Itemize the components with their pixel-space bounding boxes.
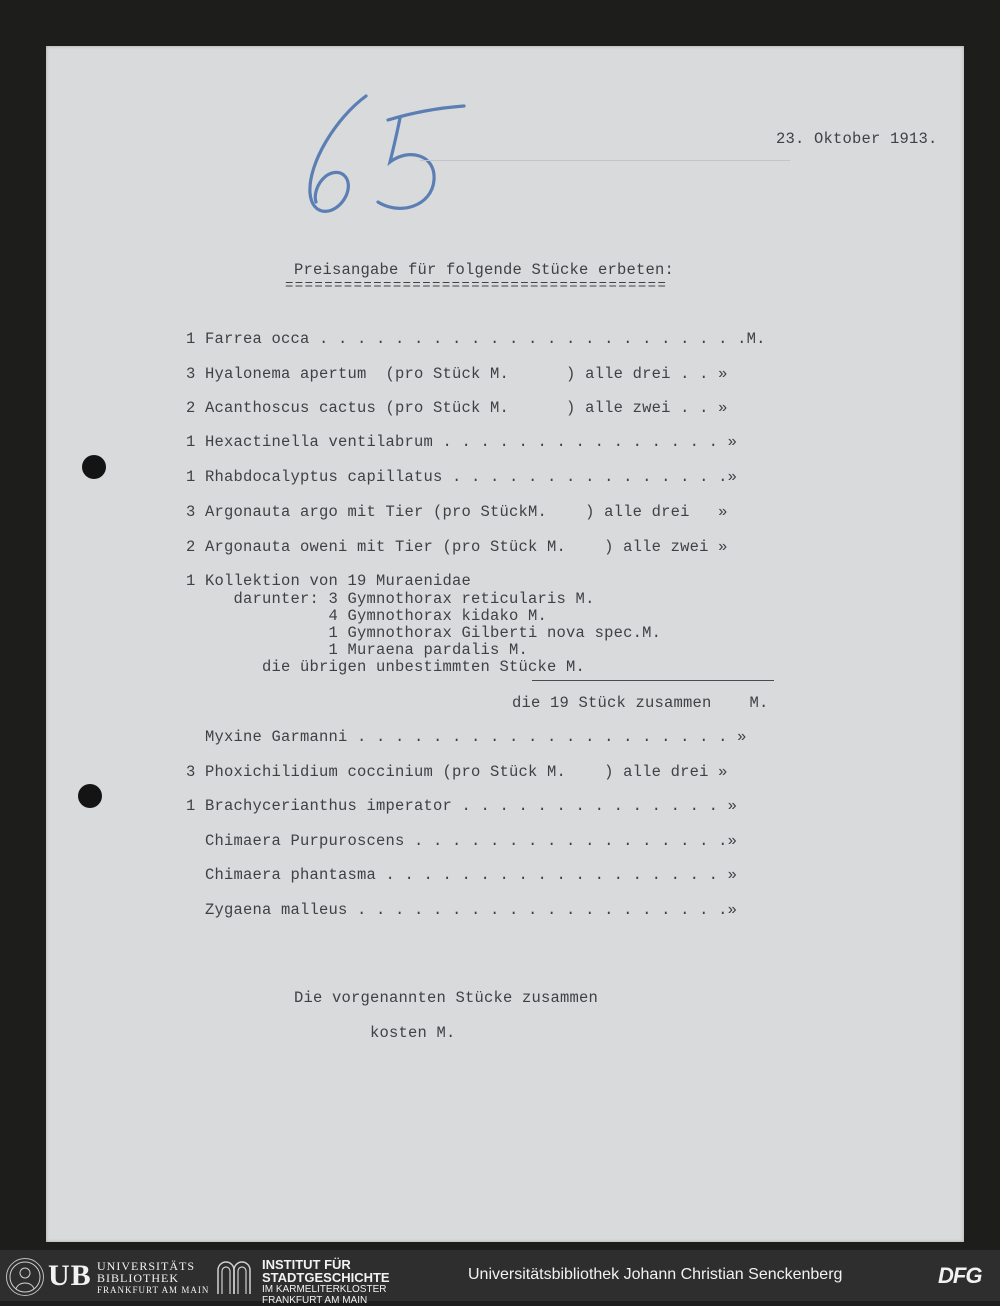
collection-total: die 19 Stück zusammen M. xyxy=(512,694,769,712)
item-line: Myxine Garmanni . . . . . . . . . . . . . . . . . . . . » xyxy=(186,728,747,746)
title-underline: ======================================= xyxy=(285,278,668,294)
closing-line: Die vorgenannten Stücke zusammen xyxy=(294,989,599,1007)
item-line: Zygaena malleus . . . . . . . . . . . . . . . . . . . .» xyxy=(186,901,738,919)
collection-line: 4 Gymnothorax kidako M. xyxy=(186,607,548,625)
item-line: 1 Rhabdocalyptus capillatus . . . . . . . . . . . . . . .» xyxy=(186,468,738,486)
item-line: 2 Acanthoscus cactus (pro Stück M. ) alle zwei . . » xyxy=(186,399,728,417)
ub-seal-icon xyxy=(6,1258,44,1296)
item-line: Chimaera Purpuroscens . . . . . . . . . . . . . . . . .» xyxy=(186,832,738,850)
item-line: 3 Argonauta argo mit Tier (pro StückM. ) alle drei » xyxy=(186,503,728,521)
item-line: 2 Argonauta oweni mit Tier (pro Stück M. ) alle zwei » xyxy=(186,538,728,556)
item-line: Chimaera phantasma . . . . . . . . . . . . . . . . . . » xyxy=(186,866,738,884)
closing-line: kosten M. xyxy=(370,1024,456,1042)
collection-line: 1 Muraena pardalis M. xyxy=(186,641,529,659)
collection-line: 1 Gymnothorax Gilberti nova spec.M. xyxy=(186,624,662,642)
faint-header-line xyxy=(420,160,790,161)
isg-line3: IM KARMELITERKLOSTER xyxy=(262,1284,387,1295)
collection-line: die übrigen unbestimmten Stücke M. xyxy=(186,658,586,676)
punch-hole xyxy=(82,455,106,479)
library-name: Universitätsbibliothek Johann Christian Senckenberg xyxy=(468,1266,843,1283)
collection-sum-rule xyxy=(532,680,774,681)
item-line: 3 Hyalonema apertum (pro Stück M. ) alle drei . . » xyxy=(186,365,728,383)
letter-date: 23. Oktober 1913. xyxy=(776,130,938,148)
ub-line3: FRANKFURT AM MAIN xyxy=(97,1285,210,1295)
isg-logo-text xyxy=(262,1258,390,1306)
isg-line1: INSTITUT FÜR xyxy=(262,1257,351,1272)
document-title: Preisangabe für folgende Stücke erbeten: xyxy=(294,261,675,279)
handwritten-folio-number xyxy=(296,78,486,228)
item-line: 1 Brachycerianthus imperator . . . . . . . . . . . . . . » xyxy=(186,797,738,815)
punch-hole xyxy=(78,784,102,808)
item-line: 1 Hexactinella ventilabrum . . . . . . . . . . . . . . . » xyxy=(186,433,738,451)
isg-line2: STADTGESCHICHTE xyxy=(262,1270,390,1285)
item-line: 3 Phoxichilidium coccinium (pro Stück M. ) alle drei » xyxy=(186,763,728,781)
ub-logo-name xyxy=(97,1260,209,1296)
item-line: 1 Farrea occa . . . . . . . . . . . . . . . . . . . . . . .M. xyxy=(186,330,766,348)
handwritten-number-text: 65 xyxy=(296,78,298,79)
isg-arches-icon xyxy=(214,1256,252,1296)
footer-bar xyxy=(0,1250,1000,1306)
dfg-logo: DFG xyxy=(938,1263,982,1288)
isg-line4: FRANKFURT AM MAIN xyxy=(262,1295,368,1306)
collection-line: darunter: 3 Gymnothorax reticularis M. xyxy=(186,590,595,608)
ub-line2: BIBLIOTHEK xyxy=(97,1271,179,1285)
ub-logo-letters: UB xyxy=(48,1259,92,1292)
ub-line1: UNIVERSITÄTS xyxy=(97,1259,195,1273)
collection-line: 1 Kollektion von 19 Muraenidae xyxy=(186,572,472,590)
